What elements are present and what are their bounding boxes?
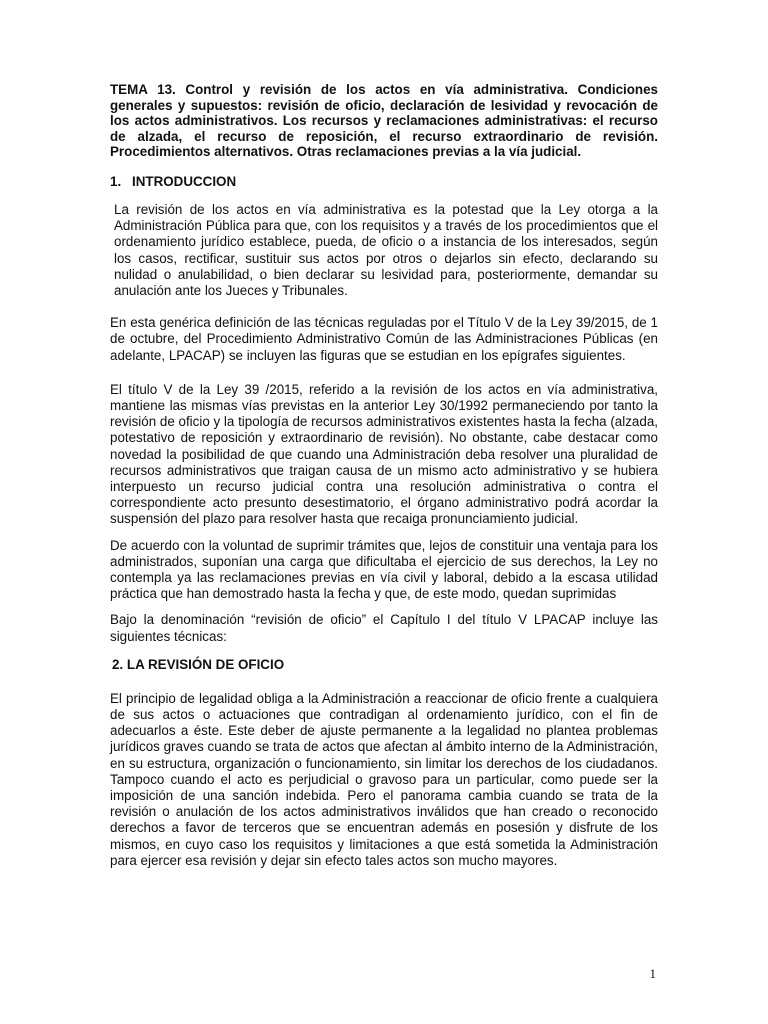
section-2-heading: 2. LA REVISIÓN DE OFICIO — [112, 656, 285, 672]
section-1-paragraph-2: En esta genérica definición de las técnicas reguladas por el Título V de la Ley 39/2015, de 1 de octubre, del Procedimiento Administrativo Común de las Administraciones Públicas (en adelante, LPACAP) se incluyen las figuras que se estudian en los epígrafes siguientes. — [110, 315, 658, 363]
document-page — [110, 82, 658, 879]
section-1-heading — [110, 174, 658, 190]
section-1-paragraph-3: El título V de la Ley 39 /2015, referido a la revisión de los actos en vía administrativa, mantiene las mismas vías previstas en la anterior Ley 30/1992 permaneciendo por tanto la revisión de oficio y la tipología de recursos administrativos existentes hasta la fecha (alzada, potestativo de reposición y extraordinario de revisión). No obstante, cabe destacar como novedad la posibilidad de que cuando una Administración deba resolver una pluralidad de recursos administrativos que traigan causa de un mismo acto administrativo y se hubiera interpuesto un recurso judicial contra una resolución administrativa o contra el correspondiente acto presunto desestimatorio, el órgano administrativo podrá acordar la suspensión del plazo para resolver hasta que recaiga pronunciamiento judicial. — [110, 381, 658, 527]
section-1-paragraph-5: Bajo la denominación “revisión de oficio” el Capítulo I del título V LPACAP incluye las siguientes técnicas: — [110, 612, 658, 644]
section-2-paragraph-1: El principio de legalidad obliga a la Administración a reaccionar de oficio frente a cualquiera de sus actos o actuaciones que contradigan al ordenamiento jurídico, con el fin de adecuarlos a éste. Este deber de ajuste permanente a la legalidad no plantea problemas jurídicos graves cuando se trata de actos que afectan al ámbito interno de la Administración, en su estructura, organización o funcionamiento, sin limitar los derechos de los ciudadanos. Tampoco cuando el acto es perjudicial o gravoso para un particular, como puede ser la imposición de una sanción indebida. Pero el panorama cambia cuando se trata de la revisión o anulación de los actos administrativos inválidos que han creado o reconocido derechos a favor de terceros que se encuentran además en posesión y disfrute de los mismos, en cuyo caso los requisitos y limitaciones a que está sometida la Administración para ejercer esa revisión y dejar sin efecto tales actos son mucho mayores. — [110, 690, 658, 868]
section-1-number: 1. — [110, 173, 122, 189]
section-1-title: INTRODUCCION — [132, 173, 237, 189]
document-title: TEMA 13. Control y revisión de los actos en vía administrativa. Condiciones generales y supuestos: revisión de oficio, declaración de lesividad y revocación de los actos administrativos. Los recursos y reclamaciones administrativas: el recurso de alzada, el recurso de reposición, el recurso extraordinario de revisión. Procedimientos alternativos. Otras reclamaciones previas a la vía judicial. — [110, 82, 658, 160]
page-number: 1 — [649, 966, 656, 981]
section-1-paragraph-1: La revisión de los actos en vía administrativa es la potestad que la Ley otorga a la Administración Pública para que, con los requisitos y a través de los procedimientos que el ordenamiento jurídico establece, pueda, de oficio o a instancia de los interesados, según los casos, rectificar, sustituir sus actos por otros o dejarlos sin efecto, declarando su nulidad o anulabilidad, o bien declarar su lesividad para, posteriormente, demandar su anulación ante los Jueces y Tribunales. — [114, 201, 658, 298]
section-1-paragraph-4: De acuerdo con la voluntad de suprimir trámites que, lejos de constituir una ventaja para los administrados, suponían una carga que dificultaba el ejercicio de sus derechos, la Ley no contempla ya las reclamaciones previas en vía civil y laboral, debido a la escasa utilidad práctica que han demostrado hasta la fecha y que, de este modo, quedan suprimidas — [110, 537, 658, 602]
